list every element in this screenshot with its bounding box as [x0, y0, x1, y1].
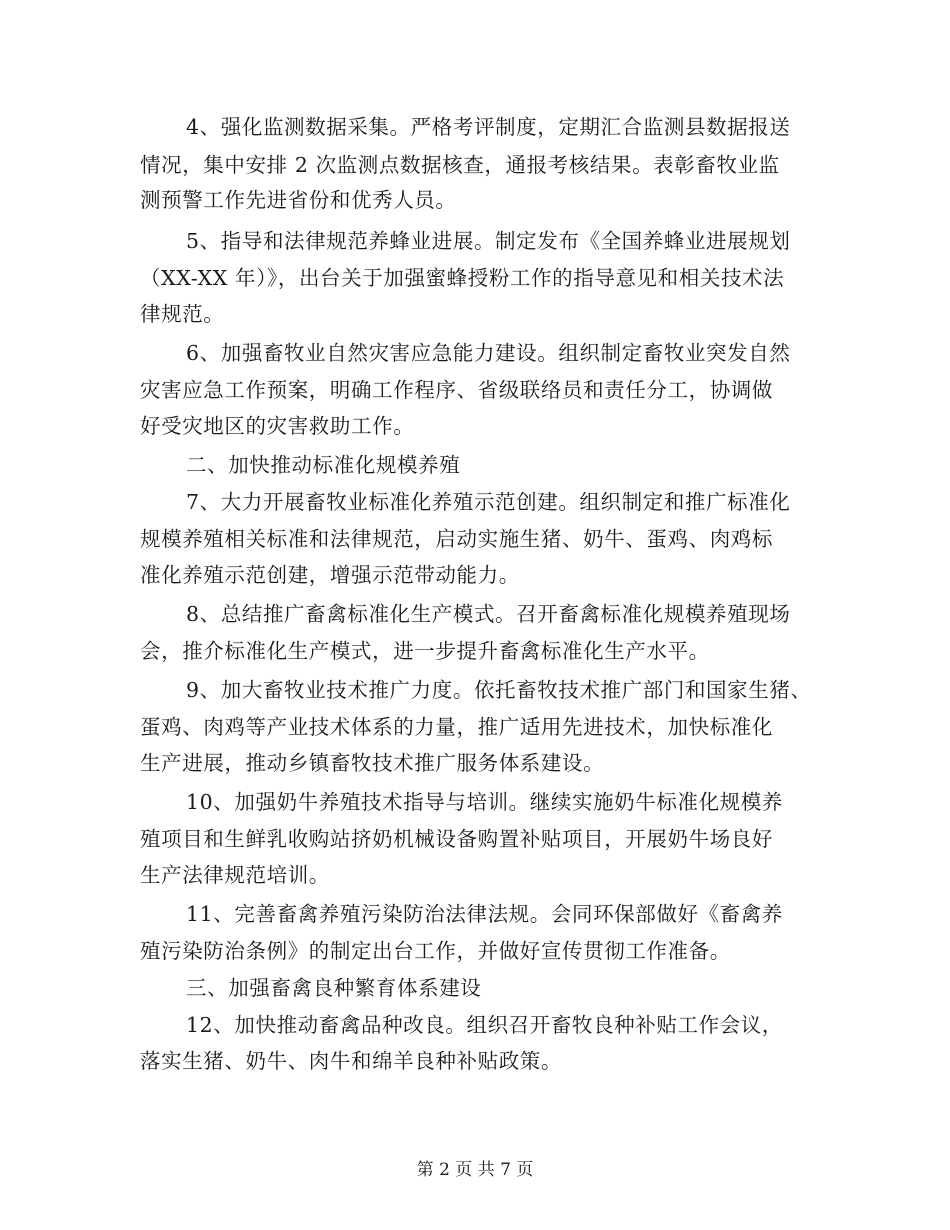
paragraph-line: 10、加强奶牛养殖技术指导与培训。继续实施奶牛标准化规模养	[186, 790, 783, 814]
paragraph-line: 4、强化监测数据采集。严格考评制度，定期汇合监测县数据报送	[186, 115, 791, 139]
paragraph-line: 11、完善畜禽养殖污染防治法律法规。会同环保部做好《畜禽养	[186, 902, 783, 926]
paragraph-line: 蛋鸡、肉鸡等产业技术体系的力量，推广适用先进技术，加快标准化	[140, 715, 773, 739]
paragraph-line: 生产进展，推动乡镇畜牧技术推广服务体系建设。	[140, 751, 605, 775]
paragraph-line: 测预警工作先进省份和优秀人员。	[140, 188, 457, 212]
paragraph-line: 会，推介标准化生产模式，进一步提升畜禽标准化生产水平。	[140, 639, 710, 663]
paragraph-line: 6、加强畜牧业自然灾害应急能力建设。组织制定畜牧业突发自然	[186, 341, 791, 365]
paragraph-line: 5、指导和法律规范养蜂业进展。制定发布《全国养蜂业进展规划	[186, 229, 791, 253]
paragraph-line: 情况，集中安排 2 次监测点数据核查，通报考核结果。表彰畜牧业监	[140, 153, 780, 177]
section-heading: 二、加快推动标准化规模养殖	[186, 453, 461, 477]
page-number-footer: 第 2 页 共 7 页	[416, 1160, 534, 1180]
paragraph-line: 12、加快推动畜禽品种改良。组织召开畜牧良种补贴工作会议，	[186, 1013, 783, 1037]
paragraph-line: 8、总结推广畜禽标准化生产模式。召开畜禽标准化规模养殖现场	[186, 602, 791, 626]
paragraph-line: 落实生猪、奶牛、肉牛和绵羊良种补贴政策。	[140, 1049, 562, 1073]
paragraph-line: 9、加大畜牧业技术推广力度。依托畜牧技术推广部门和国家生猪、	[186, 678, 812, 702]
paragraph-line: 律规范。	[140, 302, 225, 326]
paragraph-line: 生产法律规范培训。	[140, 863, 330, 887]
paragraph-line: 7、大力开展畜牧业标准化养殖示范创建。组织制定和推广标准化	[186, 490, 791, 514]
paragraph-line: 灾害应急工作预案，明确工作程序、省级联络员和责任分工，协调做	[140, 378, 773, 402]
paragraph-line: 准化养殖示范创建，增强示范带动能力。	[140, 563, 520, 587]
paragraph-line: 规模养殖相关标准和法律规范，启动实施生猪、奶牛、蛋鸡、肉鸡标	[140, 527, 773, 551]
paragraph-line: 殖项目和生鲜乳收购站挤奶机械设备购置补贴项目，开展奶牛场良好	[140, 827, 773, 851]
paragraph-line: 好受灾地区的灾害救助工作。	[140, 414, 415, 438]
paragraph-line: （XX-XX 年）》，出台关于加强蜜蜂授粉工作的指导意见和相关技术法	[140, 266, 785, 290]
paragraph-line: 殖污染防治条例》的制定出台工作，并做好宣传贯彻工作准备。	[140, 939, 731, 963]
section-heading: 三、加强畜禽良种繁育体系建设	[186, 976, 482, 1000]
